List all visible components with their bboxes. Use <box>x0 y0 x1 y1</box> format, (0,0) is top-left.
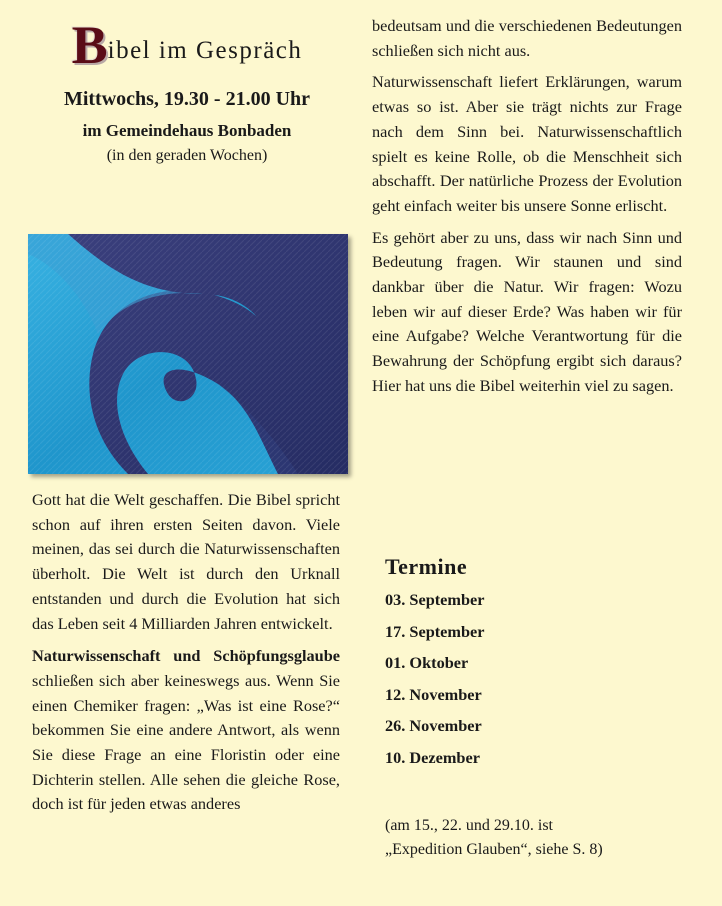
right-column <box>372 14 682 406</box>
paragraph-meanings: bedeutsam und die verschiedenen Bedeutungen schließen sich nicht aus. <box>372 16 682 60</box>
paragraph-explanations: Naturwissenschaft liefert Erklärungen, warum etwas so ist. Aber sie trägt nichts zur Frage nach dem Sinn bei. Naturwissenschaftlich spielt es keine Rolle, ob die Menschheit sich abschafft. Der natürliche Prozess der Evolution geht einfach weiter bis unsere Sonne erlischt. <box>372 72 682 215</box>
meeting-place: im Gemeindehaus Bonbaden <box>82 121 292 140</box>
dates-note-line-2: „Expedition Glauben“, siehe S. 8) <box>385 841 603 858</box>
paragraph-science-faith-body: schließen sich aber keineswegs aus. Wenn Sie einen Chemiker fragen: „Was ist eine Rose?“ bekommen Sie eine andere Antwort, als wenn Sie diese Frage an eine Floristin oder eine Dichterin stellen. Alle sehen die gleiche Rose, doch ist für jeden etwas anderes <box>32 670 340 814</box>
dates-heading: Termine <box>385 554 468 579</box>
left-text-block <box>32 488 340 825</box>
wave-painting-image <box>28 234 348 474</box>
wave-painting-svg <box>28 234 348 474</box>
date-item: 17. September <box>385 621 485 641</box>
date-item: 01. Oktober <box>385 653 469 672</box>
meeting-weeks: (in den geraden Wochen) <box>106 147 268 164</box>
title-initial: B <box>71 15 108 75</box>
date-item: 10. Dezember <box>385 747 480 767</box>
paragraph-science-faith <box>32 644 340 817</box>
date-item: 12. November <box>385 684 482 704</box>
paragraph-science-faith-lead: Naturwissenschaft und Schöpfungsglaube <box>32 646 340 666</box>
title-rest: ibel im Gespräch <box>107 37 303 64</box>
date-item: 03. September <box>385 590 485 609</box>
date-item: 26. November <box>385 716 482 735</box>
paragraph-meaning-questions: Es gehört aber zu uns, dass wir nach Sinn und Bedeutung fragen. Wir staunen und sind dankbar über die Natur. Wir fragen: Wozu leben wir auf dieser Erde? Was haben wir für eine Aufgabe? Welche Verantwortung für die Bewahrung der Schöpfung ergibt sich daraus? Hier hat uns die Bibel weiterhin viel zu sagen. <box>372 227 682 395</box>
dates-note-line-1: (am 15., 22. und 29.10. ist <box>385 817 553 834</box>
page-title <box>28 15 346 75</box>
paragraph-intro: Gott hat die Welt geschaffen. Die Bibel spricht schon auf ihren ersten Seiten davon. Viele meinen, das sei durch die Naturwissenschaften überholt. Die Welt ist durch den Urknall entstanden und durch die Evolution hat sich das Leben seit 4 Milliarden Jahren entwickelt. <box>32 490 340 633</box>
dates-section <box>385 554 685 779</box>
dates-note <box>385 814 685 862</box>
left-column <box>28 15 346 814</box>
meeting-time: Mittwochs, 19.30 - 21.00 Uhr <box>63 88 311 110</box>
